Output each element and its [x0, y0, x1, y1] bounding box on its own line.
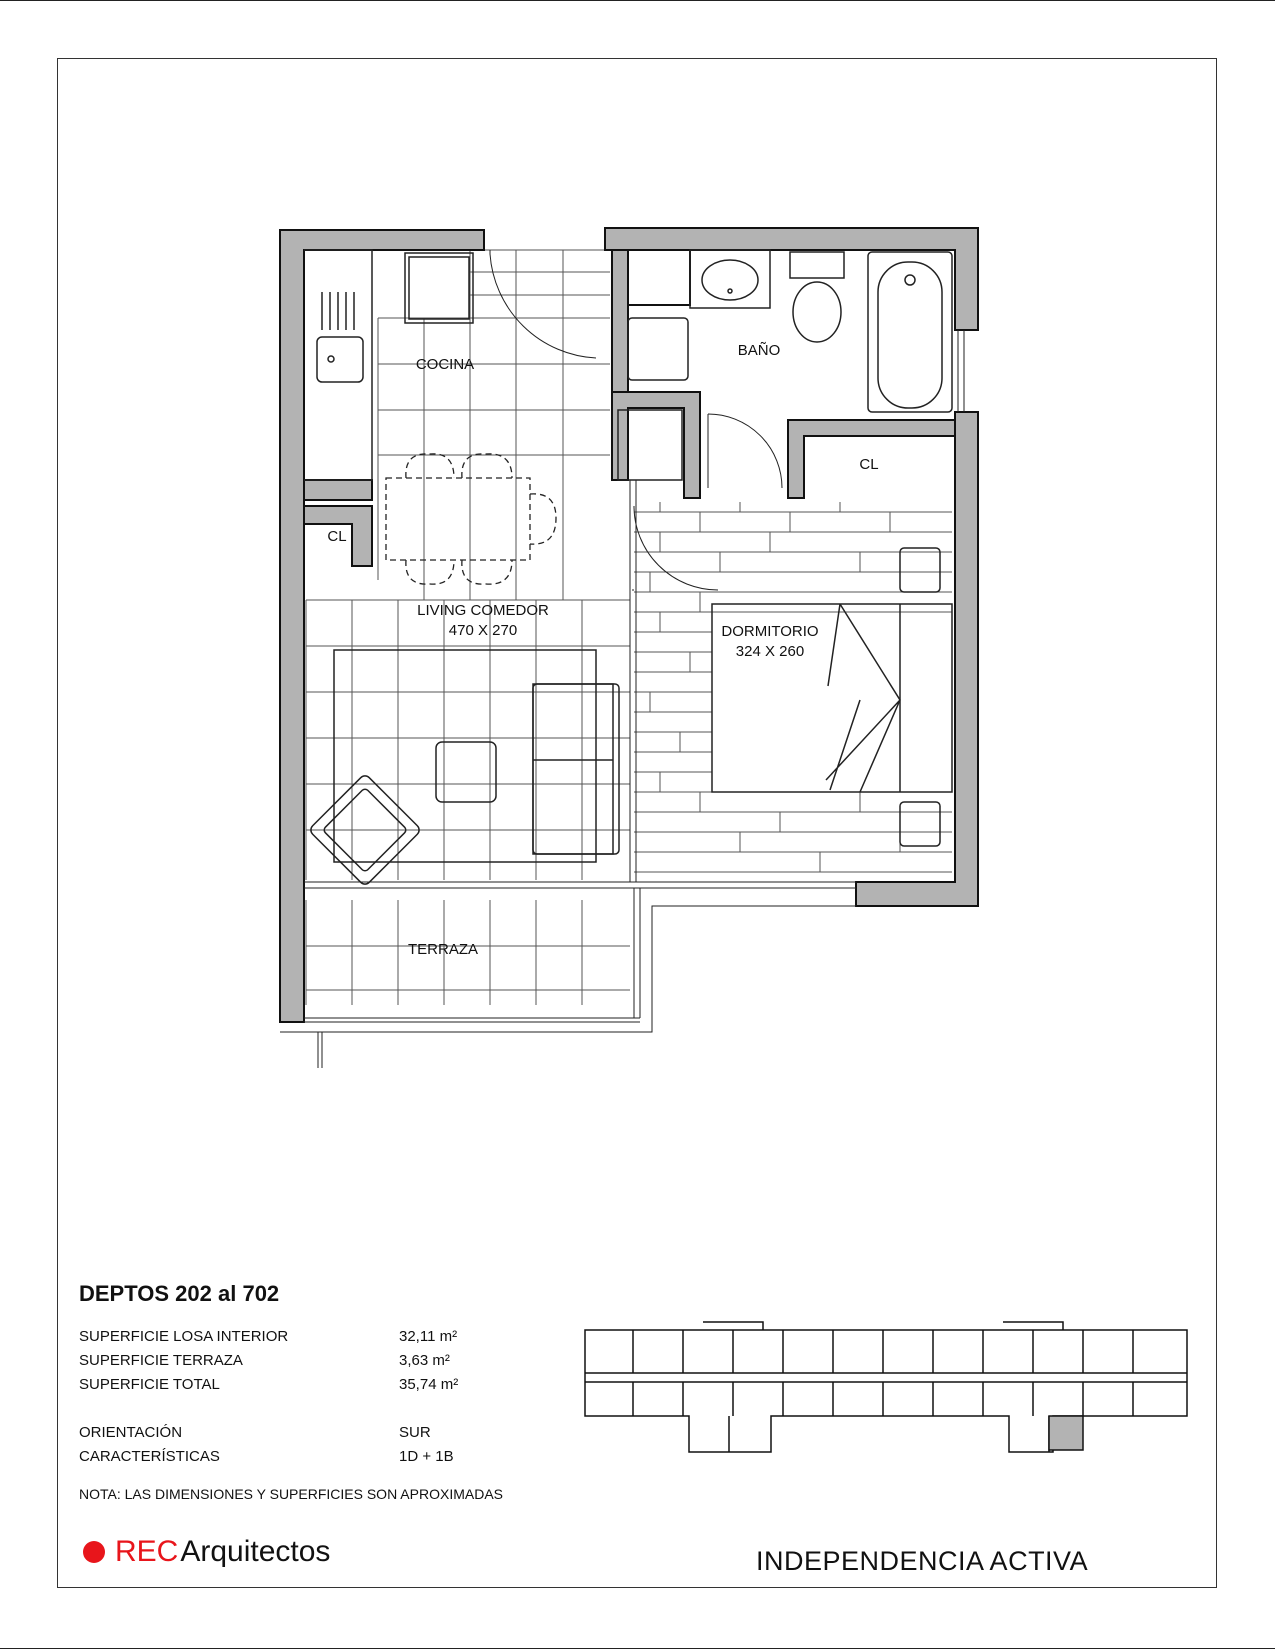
- walls: [280, 228, 978, 1022]
- spec-row: [79, 1325, 458, 1349]
- logo-dot-icon: [83, 1541, 105, 1563]
- spec-table: [79, 1325, 458, 1469]
- room-label-terraza: TERRAZA: [407, 941, 479, 958]
- room-dims-living: 470 X 270: [448, 622, 518, 639]
- room-label-living: LIVING COMEDOR: [417, 602, 549, 619]
- logo-arquitectos-text: Arquitectos: [180, 1535, 331, 1568]
- spec-spacer: [79, 1397, 458, 1421]
- unit-title: DEPTOS 202 al 702: [79, 1281, 280, 1306]
- spec-label: SUPERFICIE TERRAZA: [79, 1352, 243, 1369]
- spec-value: SUR: [399, 1424, 431, 1441]
- spec-row: [79, 1421, 458, 1445]
- spec-label: CARACTERÍSTICAS: [79, 1448, 220, 1465]
- spec-row: [79, 1445, 458, 1469]
- spec-label: SUPERFICIE LOSA INTERIOR: [79, 1328, 289, 1345]
- bottom-rule: [0, 1648, 1275, 1649]
- building-key-plan: [583, 1320, 1193, 1460]
- disclaimer-note: NOTA: LAS DIMENSIONES Y SUPERFICIES SON APROXIMADAS: [79, 1486, 503, 1502]
- room-label-cl-kitchen: CL: [327, 528, 347, 545]
- room-label-dormitorio: DORMITORIO: [721, 623, 819, 640]
- room-label-cocina: COCINA: [415, 356, 475, 373]
- spec-label: ORIENTACIÓN: [79, 1424, 183, 1441]
- brand-logo: [83, 1535, 330, 1569]
- spec-value: 35,74 m²: [399, 1376, 459, 1393]
- spec-label: SUPERFICIE TOTAL: [79, 1376, 220, 1393]
- unit-highlight: [1049, 1416, 1083, 1450]
- project-name: INDEPENDENCIA ACTIVA: [756, 1546, 1089, 1576]
- spec-row: [79, 1349, 458, 1373]
- spec-value: 3,63 m²: [399, 1352, 450, 1369]
- room-dims-dormitorio: 324 X 260: [735, 643, 805, 660]
- spec-value: 1D + 1B: [399, 1448, 454, 1465]
- logo-rec-text: REC: [115, 1535, 179, 1568]
- spec-value: 32,11 m²: [399, 1328, 458, 1345]
- bathroom-fixtures: [618, 250, 952, 480]
- bedroom-furniture: [712, 548, 952, 846]
- room-label-cl-bath: CL: [859, 456, 879, 473]
- living-furniture: [308, 650, 619, 887]
- spec-row: [79, 1373, 458, 1397]
- room-label-bano: BAÑO: [737, 342, 781, 359]
- dining-set: [386, 454, 556, 584]
